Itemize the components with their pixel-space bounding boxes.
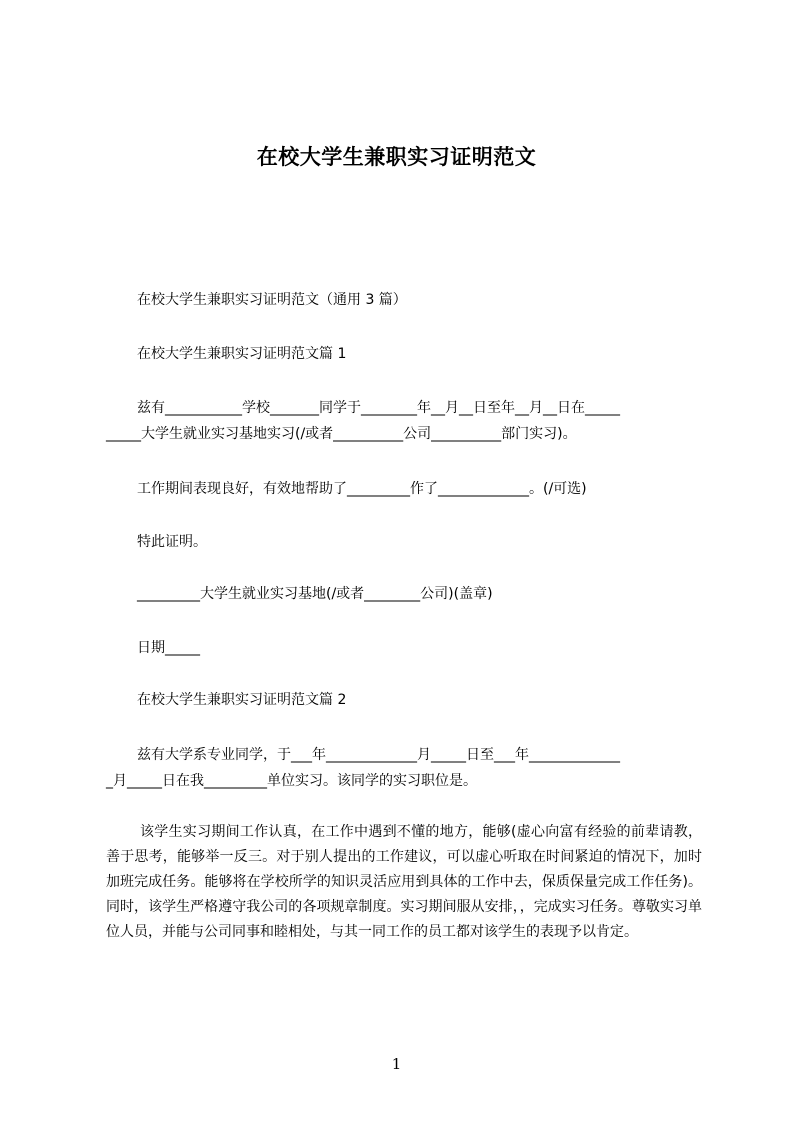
section1-line-3: 工作期间表现良好，有效地帮助了_________作了_____________。(/可选) <box>137 481 587 497</box>
section1-line-2: _____大学生就业实习基地实习(/或者__________公司__________部门实习)。 <box>106 426 577 442</box>
section2-line-1: 兹有大学系专业同学，于___年_____________月_____日至___年_____________ <box>137 747 620 763</box>
section1-line-1: 兹有___________学校_______同学于________年__月__日至年__月__日在_____ <box>137 400 620 416</box>
section2-heading: 在校大学生兼职实习证明范文篇 2 <box>137 692 347 708</box>
section1-date-line: 日期_____ <box>137 640 200 656</box>
section2-line-2: _月_____日在我_________单位实习。该同学的实习职位是。 <box>106 773 477 789</box>
section1-heading: 在校大学生兼职实习证明范文篇 1 <box>137 346 347 362</box>
document-subtitle: 在校大学生兼职实习证明范文（通用 3 篇） <box>137 292 407 308</box>
section1-closing: 特此证明。 <box>137 534 207 550</box>
page-number: 1 <box>391 1055 402 1073</box>
section1-signature-line: _________大学生就业实习基地(/或者________公司)(盖章) <box>137 586 493 602</box>
section2-paragraph: 该学生实习期间工作认真，在工作中遇到不懂的地方，能够(虚心向富有经验的前辈请教，善于思考，能够举一反三。对于别人提出的工作建议，可以虚心听取在时间紧迫的情况下，加时加班完成任务。能够将在学校所学的知识灵活应用到具体的工作中去，保质保量完成工作任务)。同时，该学生严格遵守我公司的各项规章制度。实习期间服从安排，，完成实习任务。尊敬实习单位人员，并能与公司同事和睦相处，与其一同工作的员工都对该学生的表现予以肯定。 <box>106 824 702 940</box>
document-title: 在校大学生兼职实习证明范文 <box>256 145 537 169</box>
